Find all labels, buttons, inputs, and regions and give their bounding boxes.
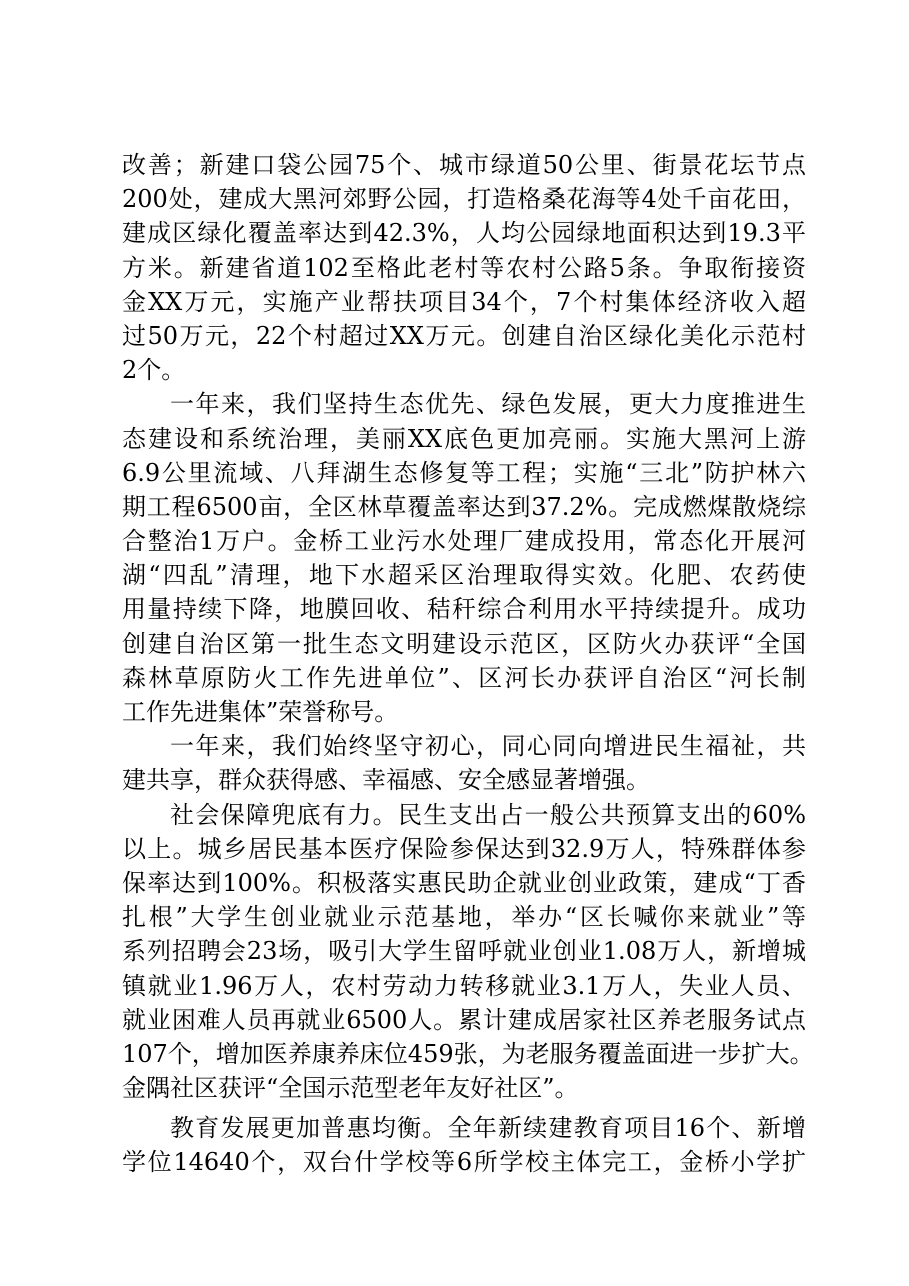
text-line: 2个。 [122, 356, 186, 385]
paragraph [122, 148, 806, 387]
text-line: 保率达到100%。积极落实惠民助企就业创业政策，建成“丁香 [122, 868, 806, 897]
text-line: 教育发展更加普惠均衡。全年新续建教育项目16个、新增 [170, 1114, 806, 1143]
document-body [122, 148, 814, 1180]
text-line: 金隅社区获评“全国示范型老年友好社区”。 [122, 1074, 579, 1103]
paragraph [122, 798, 814, 1106]
text-line: 期工程6500亩，全区林草覆盖率达到37.2%。完成燃煤散烧综 [122, 492, 806, 521]
text-line: 学位14640个，双台什学校等6所学校主体完工，金桥小学扩 [122, 1148, 806, 1177]
text-line: 金XX万元，实施产业帮扶项目34个，7个村集体经济收入超 [122, 287, 806, 316]
text-line: 态建设和系统治理，美丽XX底色更加亮丽。实施大黑河上游 [122, 424, 806, 453]
text-line: 社会保障兜底有力。民生支出占一般公共预算支出的60% [170, 800, 806, 829]
text-line: 镇就业1.96万人，农村劳动力转移就业3.1万人，失业人员、 [122, 971, 806, 1000]
text-line: 107个，增加医养康养床位459张，为老服务覆盖面进一步扩大。 [122, 1039, 814, 1068]
text-line: 200处，建成大黑河郊野公园，打造格桑花海等4处千亩花田， [122, 185, 806, 214]
text-line: 森林草原防火工作先进单位”、区河长办获评自治区“河长制 [122, 663, 806, 692]
text-line: 建成区绿化覆盖率达到42.3%，人均公园绿地面积达到19.3平 [122, 219, 806, 248]
text-line: 湖“四乱”清理，地下水超采区治理取得实效。化肥、农药使 [122, 561, 806, 590]
text-line: 系列招聘会23场，吸引大学生留呼就业创业1.08万人，新增城 [122, 937, 806, 966]
text-line: 一年来，我们坚持生态优先、绿色发展，更大力度推进生 [170, 390, 806, 419]
text-line: 就业困难人员再就业6500人。累计建成居家社区养老服务试点 [122, 1005, 806, 1034]
paragraph [122, 387, 806, 729]
text-line: 以上。城乡居民基本医疗保险参保达到32.9万人，特殊群体参 [122, 834, 806, 863]
paragraph [122, 729, 806, 797]
text-line: 扎根”大学生创业就业示范基地，举办“区长喊你来就业”等 [122, 903, 806, 932]
text-line: 创建自治区第一批生态文明建设示范区，区防火办获评“全国 [122, 629, 806, 658]
text-line: 工作先进集体”荣誉称号。 [122, 698, 399, 726]
text-line: 用量持续下降，地膜回收、秸秆综合利用水平持续提升。成功 [122, 595, 806, 624]
text-line: 改善；新建口袋公园75个、城市绿道50公里、街景花坛节点 [122, 151, 806, 179]
text-line: 方米。新建省道102至格此老村等农村公路5条。争取衔接资 [122, 253, 806, 282]
text-line: 一年来，我们始终坚守初心，同心同向增进民生福祉，共 [170, 732, 806, 761]
text-line: 合整治1万户。金桥工业污水处理厂建成投用，常态化开展河 [122, 527, 806, 556]
paragraph [122, 1111, 806, 1179]
text-line: 过50万元，22个村超过XX万元。创建自治区绿化美化示范村 [122, 321, 806, 350]
text-line: 6.9公里流域、八拜湖生态修复等工程；实施“三北”防护林六 [122, 458, 806, 487]
text-line: 建共享，群众获得感、幸福感、安全感显著增强。 [122, 766, 650, 795]
